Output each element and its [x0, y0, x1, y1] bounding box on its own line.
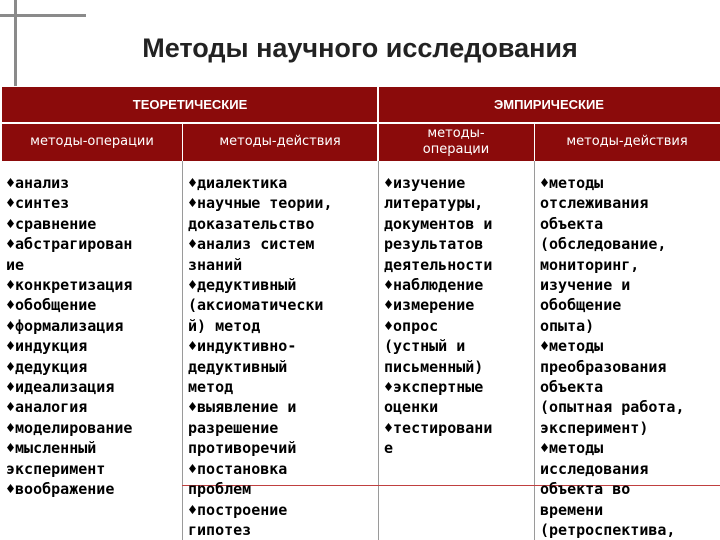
list-line: письменный) [384, 357, 484, 376]
list-line: (обследование, [540, 235, 667, 254]
list-line: ♦изучение [384, 174, 466, 192]
list-line: (устный и [384, 337, 466, 356]
list-line: ♦синтез [6, 194, 70, 213]
column-divider [378, 161, 379, 540]
list-line: ♦наблюдение [384, 276, 484, 295]
list-line: доказательство [188, 214, 315, 233]
slide-title: Методы научного исследования [142, 33, 578, 63]
list-line: ♦индукция [6, 337, 88, 356]
list-line: проблем [188, 480, 252, 499]
list-line: преобразования [540, 357, 667, 376]
list-line: ♦индуктивно- [188, 337, 297, 356]
list-line: ♦моделирование [6, 418, 133, 437]
list-line: ♦экспертные [384, 378, 484, 397]
list-line: ♦идеализация [6, 378, 115, 397]
list-line: ♦построение [188, 500, 288, 519]
list-line: объекта [540, 214, 604, 233]
list-line: ♦абстрагирован [6, 235, 133, 254]
list-line: мониторинг, [540, 255, 640, 274]
list-line: ♦научные теории, [188, 194, 333, 213]
list-line: объекта во [540, 480, 631, 499]
list-line: й) метод [188, 316, 261, 335]
list-line: эксперимент) [540, 418, 649, 437]
list-line: ♦методы [540, 337, 604, 356]
list-line: ♦мысленный [6, 439, 97, 458]
column-empirical-actions [540, 173, 685, 540]
list-line: ♦сравнение [6, 214, 97, 233]
group-header-empirical: ЭМПИРИЧЕСКИЕ [494, 97, 604, 112]
list-line: е [384, 439, 394, 458]
header-divider-right [534, 123, 535, 161]
list-line: ♦аналогия [6, 398, 88, 417]
column-divider [182, 161, 183, 540]
header-divider-middle [377, 87, 379, 161]
list-line: эксперимент [6, 459, 106, 478]
list-line: ♦выявление и [188, 398, 297, 417]
list-line: дедуктивный [188, 357, 288, 376]
header-divider-left [182, 123, 183, 161]
list-line: (опытная работа, [540, 398, 685, 417]
list-line: результатов [384, 235, 484, 254]
list-line: деятельности [384, 255, 493, 274]
list-line: исследования [540, 459, 649, 478]
subheader-empirical-actions: методы-действия [566, 134, 688, 149]
list-line: изучение и [540, 276, 631, 295]
list-line: (ретроспектива, [540, 520, 676, 539]
list-line: ♦формализация [6, 316, 124, 335]
subheader-theoretical-operations: методы-операции [30, 134, 154, 149]
list-line: объекта [540, 378, 604, 397]
list-line: обобщение [540, 296, 622, 315]
column-theoretical-operations [6, 173, 132, 500]
list-line: опыта) [540, 316, 595, 335]
list-line: отслеживания [540, 194, 649, 213]
list-line: оценки [384, 398, 439, 417]
list-line: метод [188, 378, 234, 397]
list-line: ♦диалектика [188, 174, 288, 192]
list-line: гипотез [188, 520, 252, 539]
corner-decoration-horizontal [0, 14, 86, 17]
list-line: ♦обобщение [6, 296, 97, 315]
list-line: разрешение [188, 418, 279, 437]
list-line: противоречий [188, 439, 297, 458]
list-line: ♦измерение [384, 296, 475, 315]
list-line: (аксиоматически [188, 296, 324, 315]
list-line: ие [6, 255, 25, 274]
group-header-theoretical: ТЕОРЕТИЧЕСКИЕ [132, 97, 248, 112]
list-line: ♦дедуктивный [188, 276, 297, 295]
list-line: времени [540, 500, 604, 519]
list-line: ♦тестировани [384, 418, 493, 437]
list-line: ♦воображение [6, 480, 115, 499]
header-separator [2, 122, 720, 124]
list-line: ♦анализ [6, 174, 70, 192]
list-line: документов и [384, 214, 493, 233]
list-line: литературы, [384, 194, 484, 213]
methods-table [2, 87, 720, 540]
subheader-empirical-operations: методы- операции [422, 126, 490, 157]
list-line: знаний [188, 255, 243, 274]
list-line: ♦методы [540, 439, 604, 458]
list-line: ♦дедукция [6, 357, 88, 376]
list-line: ♦анализ систем [188, 235, 315, 254]
column-theoretical-actions [188, 173, 333, 540]
column-empirical-operations [384, 173, 492, 459]
list-line: ♦конкретизация [6, 276, 133, 295]
list-line: ♦методы [540, 174, 604, 192]
list-line: ♦опрос [384, 316, 439, 335]
subheader-theoretical-actions: методы-действия [219, 134, 341, 149]
column-divider [534, 161, 535, 540]
list-line: ♦постановка [188, 459, 288, 478]
